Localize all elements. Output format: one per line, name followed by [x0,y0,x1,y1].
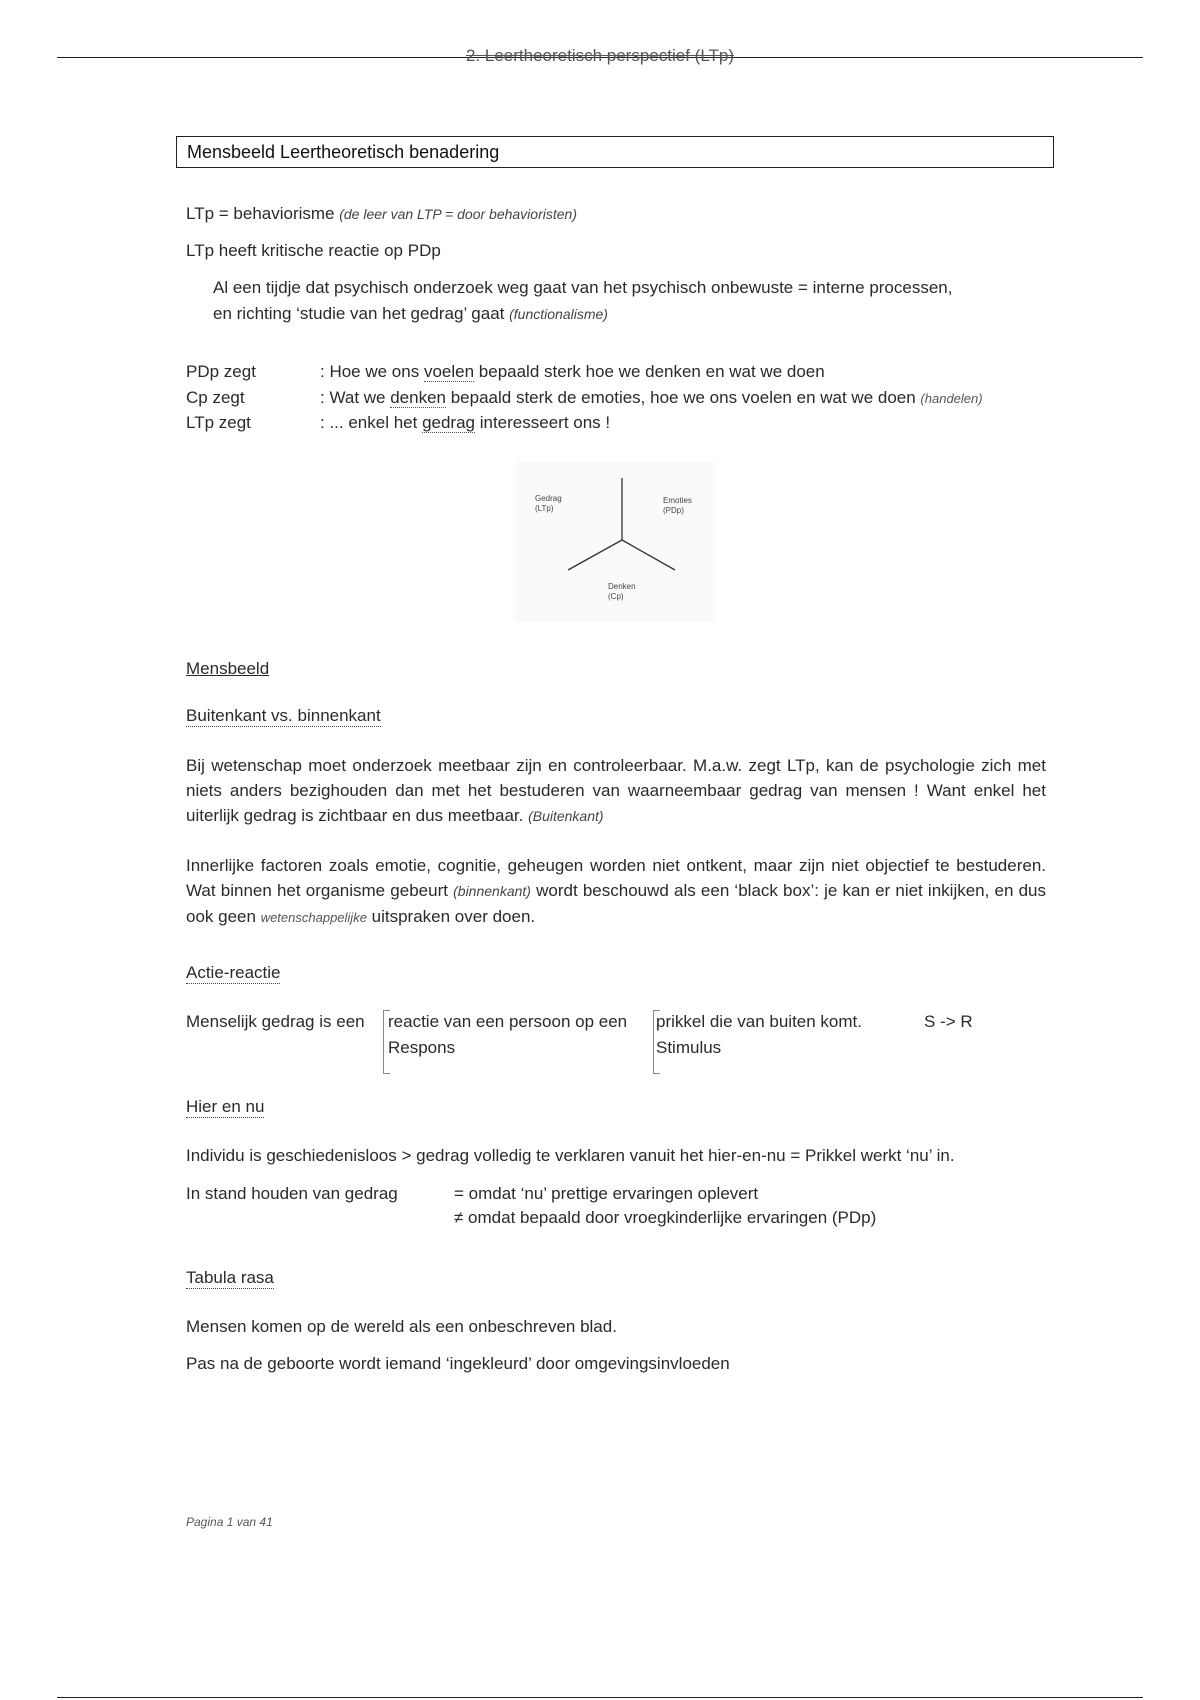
perspective-pre: : Hoe we ons [320,362,424,381]
perspective-label-cp: Cp zegt [186,388,245,407]
actie-text-a: Menselijk gedrag is een [186,1012,365,1031]
perspective-post: bepaald sterk hoe we denken en wat we doen [474,362,825,381]
perspective-text-cp [320,388,983,408]
heading-hier-en-nu: Hier en nu [186,1097,265,1116]
perspective-key: voelen [423,362,475,381]
intro-indent-1: Al een tijdje dat psychisch onderzoek weg gaat van het psychisch onbewuste = interne processen, [213,278,953,297]
heading-buitenkant: Buitenkant vs. binnenkant [186,706,381,725]
heading-mensbeeld: Mensbeeld [186,659,270,678]
diagram-label-denken-text: Denken [608,582,636,591]
perspective-key: gedrag [422,413,475,432]
actie-formula: S -> R [924,1012,973,1031]
intro-line-2: LTp heeft kritische reactie op PDp [186,241,441,260]
diagram-label-emoties-sub: (PDp) [663,506,684,515]
diagram-label-gedrag-text: Gedrag [535,494,562,503]
actie-text-c: prikkel die van buiten komt. [656,1012,862,1031]
intro-line-1-text: LTp = behaviorisme [186,204,340,223]
actie-text-b: reactie van een persoon op een [388,1012,628,1031]
hier-label: In stand houden van gedrag [186,1184,398,1203]
paragraph-buitenkant-2-small: wetenschappelijke [260,910,367,925]
diagram-label-denken-sub: (Cp) [608,592,624,601]
perspective-post: bepaald sterk de emoties, hoe we ons voelen en wat we doen [446,388,921,407]
intro-indent-2 [213,304,608,324]
perspective-diagram [515,462,715,622]
intro-line-1-note: (de leer van LTP = door behavioristen) [339,206,577,222]
paragraph-buitenkant-2-c: uitspraken over doen. [366,907,536,926]
footer-rule [57,1697,1143,1698]
paragraph-buitenkant-2-a: Innerlijke factoren zoals emotie, cognitie, geheugen worden niet ontkent, maar zijn niet objectief te bestuderen. Wat binnen het organisme gebeurt [186,856,1046,900]
diagram-label-gedrag [535,494,562,514]
paragraph-buitenkant-1-text: Bij wetenschap moet onderzoek meetbaar zijn en controleerbaar. M.a.w. zegt LTp, kan de psychologie zich met niets anders bezighouden dan met het bestuderen van waarneembaar gedrag van mensen ! Want enkel het uiterlijk gedrag is zichtbaar en dus meetbaar. [186,756,1046,825]
perspective-key: denken [390,388,446,407]
perspective-pre: : ... enkel het [320,413,423,432]
running-header: 2. Leertheoretisch perspectief (LTp) [465,46,735,65]
diagram-label-denken [608,582,636,602]
perspective-pre: : Wat we [320,388,391,407]
hier-eq: = omdat ‘nu’ prettige ervaringen oplevert [454,1184,759,1203]
perspective-note: (handelen) [920,391,983,406]
actie-respons: Respons [388,1038,456,1057]
paragraph-buitenkant-2-note: (binnenkant) [453,883,531,899]
page-number: Pagina 1 van 41 [186,1515,273,1529]
section-title-box [176,136,1054,168]
diagram-label-emoties [663,496,692,516]
paragraph-buitenkant-2 [186,853,1046,930]
diagram-label-emoties-text: Emoties [663,496,692,505]
paragraph-buitenkant-2-b: wordt beschouwd als een ‘black box’: je kan er niet inkijken, en dus ook geen [186,881,1046,926]
perspective-post: interesseert ons ! [475,413,611,432]
heading-tabula-rasa: Tabula rasa [186,1268,274,1287]
intro-indent-2-text: en richting ‘studie van het gedrag’ gaat [213,304,510,323]
tabula-line-2: Pas na de geboorte wordt iemand ‘ingekleurd’ door omgevingsinvloeden [186,1354,730,1373]
diagram-line-left [568,540,622,570]
tabula-line-1: Mensen komen op de wereld als een onbeschreven blad. [186,1317,617,1336]
hier-paragraph: Individu is geschiedenisloos > gedrag volledig te verklaren vanuit het hier-en-nu = Prikkel werkt ‘nu’ in. [186,1146,955,1165]
paragraph-buitenkant-1 [186,753,1046,829]
diagram-label-gedrag-sub: (LTp) [535,504,554,513]
diagram-line-right [622,540,675,570]
perspective-label-ltp: LTp zegt [186,413,251,432]
intro-indent-2-note: (functionalisme) [509,306,608,322]
perspective-label-pdp: PDp zegt [186,362,256,381]
section-title: Mensbeeld Leertheoretisch benadering [187,142,500,162]
perspective-text-ltp [320,413,610,433]
hier-neq: ≠ omdat bepaald door vroegkinderlijke ervaringen (PDp) [454,1208,877,1227]
paragraph-buitenkant-1-note: (Buitenkant) [528,808,604,824]
intro-line-1 [186,204,577,224]
heading-actie-reactie: Actie-reactie [186,963,281,982]
actie-stimulus: Stimulus [656,1038,722,1057]
perspective-text-pdp [320,362,825,382]
